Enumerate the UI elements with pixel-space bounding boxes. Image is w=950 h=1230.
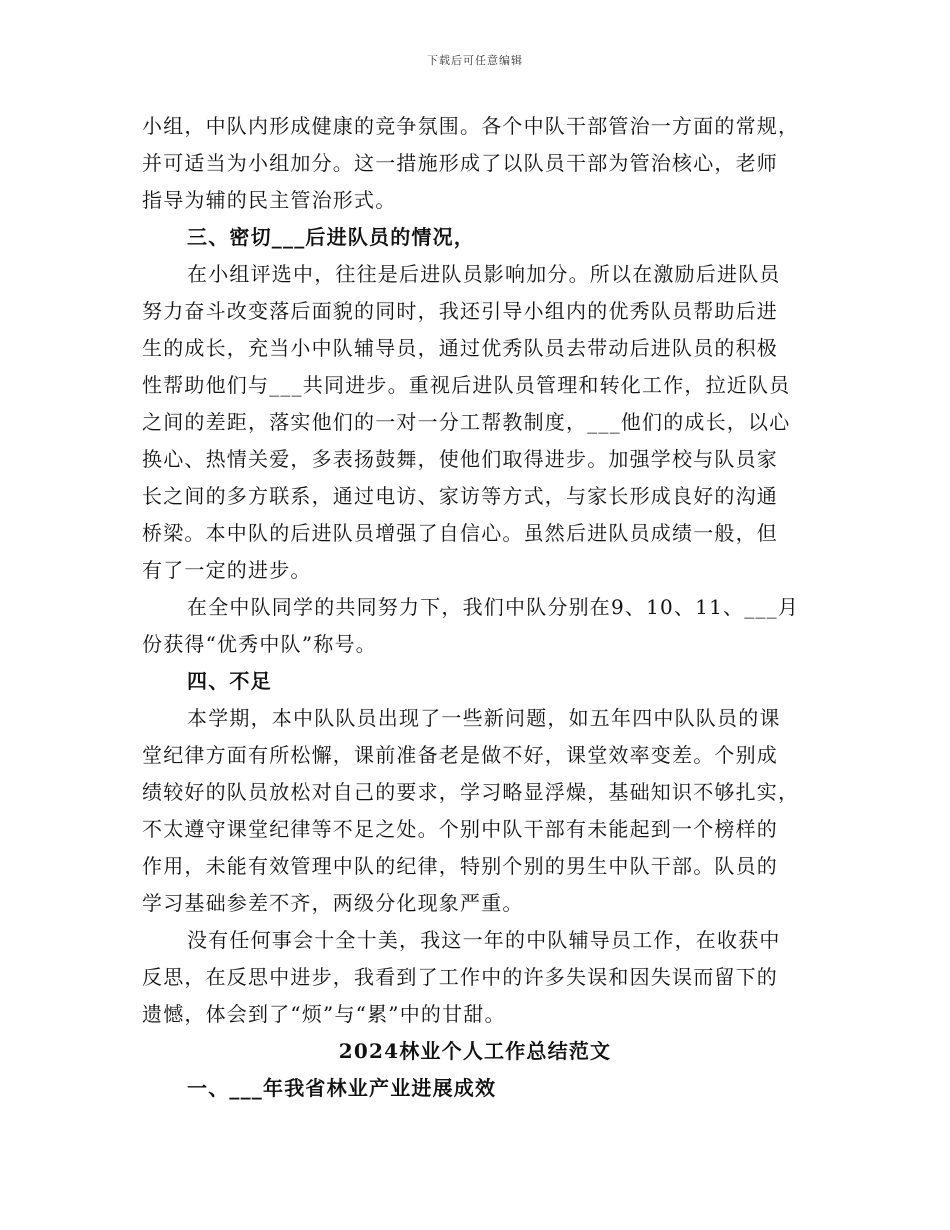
body-line: 性帮助他们与___共同进步。重视后进队员管理和转化工作，拉近队员 [142, 373, 791, 397]
body-line: 小组，中队内形成健康的竞争氛围。各个中队干部管治一方面的常规， [142, 114, 800, 138]
body-line: 之间的差距，落实他们的一对一分工帮教制度，___他们的成长，以心 [142, 410, 791, 434]
body-line: 长之间的多方联系，通过电访、家访等方式，与家长形成良好的沟通 [142, 484, 778, 508]
body-line: 绩较好的队员放松对自己的要求，学习略显浮燥，基础知识不够扎实， [142, 780, 800, 804]
body-line: 并可适当为小组加分。这一措施形成了以队员干部为管治核心，老师 [142, 151, 778, 175]
body-line: 在小组评选中，往往是后进队员影响加分。所以在激励后进队员 [187, 262, 781, 286]
body-line: 本学期，本中队队员出现了一些新问题，如五年四中队队员的课 [187, 706, 781, 730]
page-header: 下载后可任意编辑 [427, 54, 523, 67]
body-line: 在全中队同学的共同努力下，我们中队分别在9、10、11、___月 [187, 595, 800, 619]
document-title: 2024林业个人工作总结范文 [338, 1039, 612, 1063]
body-line: 学习基础参差不齐，两级分化现象严重。 [142, 891, 524, 915]
body-line: 换心、热情关爱，多表扬鼓舞，使他们取得进步。加强学校与队员家 [142, 447, 778, 471]
section-heading: 三、密切___后进队员的情况， [187, 225, 475, 249]
body-line: 堂纪律方面有所松懈，课前准备老是做不好，课堂效率变差。个别成 [142, 743, 778, 767]
body-line: 不太遵守课堂纪律等不足之处。个别中队干部有未能起到一个榜样的 [142, 817, 778, 841]
body-line: 有了一定的进步。 [142, 558, 312, 582]
body-line: 努力奋斗改变落后面貌的同时，我还引导小组内的优秀队员帮助后进 [142, 299, 778, 323]
section-heading: 一、___年我省林业产业进展成效 [187, 1076, 497, 1100]
body-line: 桥梁。本中队的后进队员增强了自信心。虽然后进队员成绩一般，但 [142, 521, 778, 545]
body-line: 反思，在反思中进步，我看到了工作中的许多失误和因失误而留下的 [142, 965, 778, 989]
body-line: 遗憾，体会到了“烦”与“累”中的甘甜。 [142, 1002, 506, 1026]
body-line: 生的成长，充当小中队辅导员，通过优秀队员去带动后进队员的积极 [142, 336, 778, 360]
body-line: 作用，未能有效管理中队的纪律，特别个别的男生中队干部。队员的 [142, 854, 778, 878]
body-line: 指导为辅的民主管治形式。 [142, 188, 397, 212]
section-heading: 四、不足 [187, 669, 272, 693]
body-line: 份获得“优秀中队”称号。 [142, 632, 377, 656]
body-line: 没有任何事会十全十美，我这一年的中队辅导员工作，在收获中 [187, 928, 781, 952]
